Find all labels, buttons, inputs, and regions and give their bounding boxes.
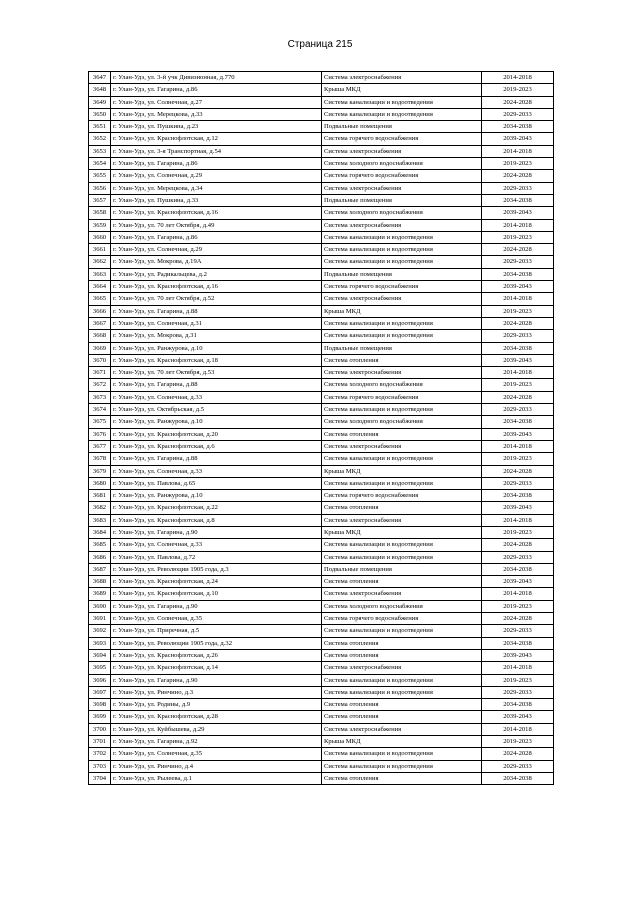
period-cell: 2034-2038 xyxy=(482,563,554,575)
work-type-cell: Система горячего водоснабжения xyxy=(322,170,482,182)
work-type-cell: Система канализации и водоотведения xyxy=(322,96,482,108)
table-row xyxy=(89,219,554,231)
work-type-cell: Система отопления xyxy=(322,576,482,588)
table-row xyxy=(89,342,554,354)
work-type-cell: Система горячего водоснабжения xyxy=(322,490,482,502)
work-type-cell: Система канализации и водоотведения xyxy=(322,231,482,243)
table-row xyxy=(89,502,554,514)
table-row xyxy=(89,379,554,391)
row-number: 3672 xyxy=(89,379,111,391)
row-number: 3670 xyxy=(89,354,111,366)
work-type-cell: Подвальные помещения xyxy=(322,121,482,133)
address-cell: г. Улан-Удэ, ул. Мерецкова, д.33 xyxy=(111,108,322,120)
row-number: 3663 xyxy=(89,268,111,280)
table-row xyxy=(89,207,554,219)
table-row xyxy=(89,637,554,649)
period-cell: 2014-2018 xyxy=(482,440,554,452)
row-number: 3702 xyxy=(89,748,111,760)
row-number: 3704 xyxy=(89,772,111,784)
period-cell: 2029-2033 xyxy=(482,330,554,342)
work-type-cell: Система отопления xyxy=(322,354,482,366)
row-number: 3656 xyxy=(89,182,111,194)
period-cell: 2019-2023 xyxy=(482,600,554,612)
table-row xyxy=(89,330,554,342)
row-number: 3659 xyxy=(89,219,111,231)
row-number: 3693 xyxy=(89,637,111,649)
table-row xyxy=(89,72,554,84)
period-cell: 2029-2033 xyxy=(482,108,554,120)
table-row xyxy=(89,404,554,416)
row-number: 3680 xyxy=(89,477,111,489)
period-cell: 2029-2033 xyxy=(482,182,554,194)
row-number: 3668 xyxy=(89,330,111,342)
table-row xyxy=(89,748,554,760)
work-type-cell: Система холодного водоснабжения xyxy=(322,207,482,219)
period-cell: 2014-2018 xyxy=(482,367,554,379)
table-row xyxy=(89,96,554,108)
row-number: 3648 xyxy=(89,84,111,96)
address-cell: г. Улан-Удэ, ул. Краснофлотская, д.18 xyxy=(111,354,322,366)
row-number: 3699 xyxy=(89,711,111,723)
table-row xyxy=(89,367,554,379)
work-type-cell: Система канализации и водоотведения xyxy=(322,674,482,686)
work-type-cell: Система горячего водоснабжения xyxy=(322,391,482,403)
period-cell: 2024-2028 xyxy=(482,539,554,551)
row-number: 3677 xyxy=(89,440,111,452)
row-number: 3682 xyxy=(89,502,111,514)
row-number: 3692 xyxy=(89,625,111,637)
table-row xyxy=(89,686,554,698)
table-row xyxy=(89,563,554,575)
table-row xyxy=(89,194,554,206)
work-type-cell: Система электроснабжения xyxy=(322,182,482,194)
period-cell: 2014-2018 xyxy=(482,588,554,600)
period-cell: 2024-2028 xyxy=(482,244,554,256)
period-cell: 2019-2023 xyxy=(482,158,554,170)
table-row xyxy=(89,514,554,526)
row-number: 3666 xyxy=(89,305,111,317)
address-cell: г. Улан-Удэ, ул. Ринчино, д.4 xyxy=(111,760,322,772)
row-number: 3690 xyxy=(89,600,111,612)
address-cell: г. Улан-Удэ, ул. Пушкина, д.23 xyxy=(111,121,322,133)
period-cell: 2024-2028 xyxy=(482,465,554,477)
work-type-cell: Подвальные помещения xyxy=(322,268,482,280)
table-row xyxy=(89,600,554,612)
row-number: 3654 xyxy=(89,158,111,170)
address-cell: г. Улан-Удэ, ул. Гагарина, д.86 xyxy=(111,231,322,243)
period-cell: 2039-2043 xyxy=(482,133,554,145)
table-row xyxy=(89,317,554,329)
period-cell: 2029-2033 xyxy=(482,477,554,489)
period-cell: 2039-2043 xyxy=(482,428,554,440)
table-row xyxy=(89,170,554,182)
period-cell: 2019-2023 xyxy=(482,231,554,243)
address-cell: г. Улан-Удэ, ул. Революции 1905 года, д.3 xyxy=(111,563,322,575)
row-number: 3686 xyxy=(89,551,111,563)
address-cell: г. Улан-Удэ, ул. Мерецкова, д.34 xyxy=(111,182,322,194)
address-cell: г. Улан-Удэ, ул. Гагарина, д.86 xyxy=(111,158,322,170)
address-cell: г. Улан-Удэ, ул. Гагарина, д.90 xyxy=(111,600,322,612)
period-cell: 2024-2028 xyxy=(482,170,554,182)
row-number: 3667 xyxy=(89,317,111,329)
table-row xyxy=(89,268,554,280)
table-row xyxy=(89,551,554,563)
row-number: 3676 xyxy=(89,428,111,440)
address-cell: г. Улан-Удэ, ул. Гагарина, д.92 xyxy=(111,736,322,748)
row-number: 3684 xyxy=(89,526,111,538)
table-row xyxy=(89,576,554,588)
table-row xyxy=(89,465,554,477)
address-cell: г. Улан-Удэ, ул. Солнечная, д.29 xyxy=(111,170,322,182)
table-row xyxy=(89,736,554,748)
period-cell: 2029-2033 xyxy=(482,256,554,268)
table-row xyxy=(89,477,554,489)
period-cell: 2039-2043 xyxy=(482,354,554,366)
address-cell: г. Улан-Удэ, ул. Ринчино, д.3 xyxy=(111,686,322,698)
address-cell: г. Улан-Удэ, ул. Гагарина, д.88 xyxy=(111,379,322,391)
address-cell: г. Улан-Удэ, ул. Краснофлотская, д.10 xyxy=(111,588,322,600)
row-number: 3703 xyxy=(89,760,111,772)
row-number: 3661 xyxy=(89,244,111,256)
address-cell: г. Улан-Удэ, ул. Солнечная, д.27 xyxy=(111,96,322,108)
table-row xyxy=(89,699,554,711)
address-cell: г. Улан-Удэ, ул. Приречная, д.5 xyxy=(111,625,322,637)
work-type-cell: Система электроснабжения xyxy=(322,662,482,674)
address-cell: г. Улан-Удэ, ул. Солнечная, д.29 xyxy=(111,244,322,256)
address-cell: г. Улан-Удэ, ул. Солнечная, д.35 xyxy=(111,613,322,625)
row-number: 3669 xyxy=(89,342,111,354)
table-row xyxy=(89,723,554,735)
row-number: 3698 xyxy=(89,699,111,711)
table-row xyxy=(89,244,554,256)
address-cell: г. Улан-Удэ, ул. Пушкина, д.33 xyxy=(111,194,322,206)
work-type-cell: Подвальные помещения xyxy=(322,342,482,354)
period-cell: 2019-2023 xyxy=(482,379,554,391)
row-number: 3674 xyxy=(89,404,111,416)
address-cell: г. Улан-Удэ, ул. Павлова, д.65 xyxy=(111,477,322,489)
period-cell: 2039-2043 xyxy=(482,711,554,723)
address-cell: г. Улан-Удэ, ул. Гагарина, д.90 xyxy=(111,526,322,538)
row-number: 3673 xyxy=(89,391,111,403)
table-row xyxy=(89,674,554,686)
row-number: 3664 xyxy=(89,281,111,293)
address-cell: г. Улан-Удэ, ул. Солнечная, д.31 xyxy=(111,317,322,329)
row-number: 3685 xyxy=(89,539,111,551)
work-type-cell: Система канализации и водоотведения xyxy=(322,551,482,563)
table-row xyxy=(89,711,554,723)
table-row xyxy=(89,133,554,145)
table-row xyxy=(89,145,554,157)
work-type-cell: Система отопления xyxy=(322,649,482,661)
work-type-cell: Система отопления xyxy=(322,428,482,440)
work-type-cell: Система канализации и водоотведения xyxy=(322,317,482,329)
period-cell: 2039-2043 xyxy=(482,649,554,661)
row-number: 3651 xyxy=(89,121,111,133)
work-type-cell: Система канализации и водоотведения xyxy=(322,748,482,760)
work-type-cell: Крыша МКД xyxy=(322,526,482,538)
work-type-cell: Система электроснабжения xyxy=(322,514,482,526)
work-type-cell: Система канализации и водоотведения xyxy=(322,244,482,256)
address-cell: г. Улан-Удэ, ул. Ранжурова, д.10 xyxy=(111,342,322,354)
row-number: 3701 xyxy=(89,736,111,748)
period-cell: 2034-2038 xyxy=(482,699,554,711)
table-row xyxy=(89,182,554,194)
address-cell: г. Улан-Удэ, ул. Ранжурова, д.10 xyxy=(111,490,322,502)
address-cell: г. Улан-Удэ, ул. Краснофлотская, д.16 xyxy=(111,207,322,219)
period-cell: 2029-2033 xyxy=(482,760,554,772)
row-number: 3647 xyxy=(89,72,111,84)
work-type-cell: Система канализации и водоотведения xyxy=(322,256,482,268)
work-type-cell: Система холодного водоснабжения xyxy=(322,379,482,391)
period-cell: 2019-2023 xyxy=(482,84,554,96)
row-number: 3653 xyxy=(89,145,111,157)
work-type-cell: Система отопления xyxy=(322,637,482,649)
address-cell: г. Улан-Удэ, ул. Краснофлотская, д.16 xyxy=(111,281,322,293)
row-number: 3660 xyxy=(89,231,111,243)
table-row xyxy=(89,231,554,243)
work-type-cell: Система электроснабжения xyxy=(322,219,482,231)
period-cell: 2029-2033 xyxy=(482,625,554,637)
address-cell: г. Улан-Удэ, ул. Краснофлотская, д.26 xyxy=(111,649,322,661)
work-type-cell: Система электроснабжения xyxy=(322,440,482,452)
table-row xyxy=(89,526,554,538)
period-cell: 2019-2023 xyxy=(482,736,554,748)
work-type-cell: Система электроснабжения xyxy=(322,588,482,600)
address-cell: г. Улан-Удэ, ул. Мокрова, д.19А xyxy=(111,256,322,268)
address-cell: г. Улан-Удэ, ул. Рылеева, д.1 xyxy=(111,772,322,784)
address-cell: г. Улан-Удэ, ул. Краснофлотская, д.28 xyxy=(111,711,322,723)
work-type-cell: Система холодного водоснабжения xyxy=(322,600,482,612)
work-type-cell: Система отопления xyxy=(322,699,482,711)
row-number: 3678 xyxy=(89,453,111,465)
work-type-cell: Система холодного водоснабжения xyxy=(322,158,482,170)
address-cell: г. Улан-Удэ, ул. 3-я Транспортная, д.54 xyxy=(111,145,322,157)
address-cell: г. Улан-Удэ, ул. 3-й учк Дивизионная, д.770 xyxy=(111,72,322,84)
address-cell: г. Улан-Удэ, ул. Гагарина, д.90 xyxy=(111,674,322,686)
address-cell: г. Улан-Удэ, ул. Мокрова, д.31 xyxy=(111,330,322,342)
period-cell: 2039-2043 xyxy=(482,207,554,219)
work-type-cell: Система электроснабжения xyxy=(322,723,482,735)
period-cell: 2024-2028 xyxy=(482,391,554,403)
period-cell: 2034-2038 xyxy=(482,342,554,354)
address-cell: г. Улан-Удэ, ул. Солнечная, д.33 xyxy=(111,391,322,403)
period-cell: 2034-2038 xyxy=(482,490,554,502)
table-row xyxy=(89,293,554,305)
row-number: 3697 xyxy=(89,686,111,698)
table-row xyxy=(89,760,554,772)
work-type-cell: Система электроснабжения xyxy=(322,293,482,305)
period-cell: 2014-2018 xyxy=(482,145,554,157)
row-number: 3700 xyxy=(89,723,111,735)
table-row xyxy=(89,391,554,403)
work-type-cell: Система отопления xyxy=(322,502,482,514)
work-type-cell: Крыша МКД xyxy=(322,84,482,96)
table-row xyxy=(89,158,554,170)
table-row xyxy=(89,428,554,440)
work-type-cell: Крыша МКД xyxy=(322,736,482,748)
address-cell: г. Улан-Удэ, ул. Краснофлотская, д.6 xyxy=(111,440,322,452)
period-cell: 2014-2018 xyxy=(482,72,554,84)
work-type-cell: Система канализации и водоотведения xyxy=(322,760,482,772)
row-number: 3649 xyxy=(89,96,111,108)
address-cell: г. Улан-Удэ, ул. Родины, д.9 xyxy=(111,699,322,711)
row-number: 3658 xyxy=(89,207,111,219)
row-number: 3679 xyxy=(89,465,111,477)
repair-schedule-table xyxy=(88,71,554,785)
address-cell: г. Улан-Удэ, ул. Солнечная, д.33 xyxy=(111,465,322,477)
work-type-cell: Система отопления xyxy=(322,711,482,723)
table-row xyxy=(89,354,554,366)
work-type-cell: Система горячего водоснабжения xyxy=(322,281,482,293)
period-cell: 2034-2038 xyxy=(482,637,554,649)
work-type-cell: Система отопления xyxy=(322,772,482,784)
table-body xyxy=(89,72,554,785)
work-type-cell: Система канализации и водоотведения xyxy=(322,330,482,342)
row-number: 3689 xyxy=(89,588,111,600)
address-cell: г. Улан-Удэ, ул. Краснофлотская, д.24 xyxy=(111,576,322,588)
table-row xyxy=(89,662,554,674)
period-cell: 2019-2023 xyxy=(482,526,554,538)
row-number: 3694 xyxy=(89,649,111,661)
work-type-cell: Система электроснабжения xyxy=(322,72,482,84)
row-number: 3650 xyxy=(89,108,111,120)
period-cell: 2024-2028 xyxy=(482,748,554,760)
table-row xyxy=(89,772,554,784)
period-cell: 2034-2038 xyxy=(482,194,554,206)
row-number: 3675 xyxy=(89,416,111,428)
address-cell: г. Улан-Удэ, ул. Краснофлотская, д.12 xyxy=(111,133,322,145)
period-cell: 2029-2033 xyxy=(482,686,554,698)
address-cell: г. Улан-Удэ, ул. Краснофлотская, д.8 xyxy=(111,514,322,526)
period-cell: 2039-2043 xyxy=(482,576,554,588)
period-cell: 2034-2038 xyxy=(482,416,554,428)
work-type-cell: Система горячего водоснабжения xyxy=(322,133,482,145)
period-cell: 2034-2038 xyxy=(482,772,554,784)
address-cell: г. Улан-Удэ, ул. Солнечная, д.35 xyxy=(111,748,322,760)
period-cell: 2014-2018 xyxy=(482,723,554,735)
row-number: 3655 xyxy=(89,170,111,182)
address-cell: г. Улан-Удэ, ул. Павлова, д.72 xyxy=(111,551,322,563)
period-cell: 2024-2028 xyxy=(482,96,554,108)
period-cell: 2034-2038 xyxy=(482,121,554,133)
work-type-cell: Крыша МКД xyxy=(322,465,482,477)
table-row xyxy=(89,649,554,661)
work-type-cell: Система электроснабжения xyxy=(322,367,482,379)
row-number: 3657 xyxy=(89,194,111,206)
period-cell: 2019-2023 xyxy=(482,674,554,686)
table-row xyxy=(89,490,554,502)
address-cell: г. Улан-Удэ, ул. Гагарина, д.88 xyxy=(111,453,322,465)
address-cell: г. Улан-Удэ, ул. 70 лет Октября, д.53 xyxy=(111,367,322,379)
work-type-cell: Подвальные помещения xyxy=(322,563,482,575)
work-type-cell: Система холодного водоснабжения xyxy=(322,416,482,428)
row-number: 3696 xyxy=(89,674,111,686)
work-type-cell: Система канализации и водоотведения xyxy=(322,108,482,120)
period-cell: 2014-2018 xyxy=(482,662,554,674)
row-number: 3652 xyxy=(89,133,111,145)
row-number: 3688 xyxy=(89,576,111,588)
work-type-cell: Система канализации и водоотведения xyxy=(322,453,482,465)
period-cell: 2024-2028 xyxy=(482,317,554,329)
work-type-cell: Система горячего водоснабжения xyxy=(322,613,482,625)
row-number: 3671 xyxy=(89,367,111,379)
table-row xyxy=(89,625,554,637)
period-cell: 2029-2033 xyxy=(482,551,554,563)
work-type-cell: Подвальные помещения xyxy=(322,194,482,206)
row-number: 3687 xyxy=(89,563,111,575)
table-row xyxy=(89,305,554,317)
table-row xyxy=(89,588,554,600)
period-cell: 2014-2018 xyxy=(482,514,554,526)
address-cell: г. Улан-Удэ, ул. 70 лет Октября, д.49 xyxy=(111,219,322,231)
table-row xyxy=(89,613,554,625)
table-row xyxy=(89,440,554,452)
address-cell: г. Улан-Удэ, ул. Ранжурова, д.10 xyxy=(111,416,322,428)
period-cell: 2014-2018 xyxy=(482,293,554,305)
work-type-cell: Система канализации и водоотведения xyxy=(322,625,482,637)
work-type-cell: Система канализации и водоотведения xyxy=(322,404,482,416)
table-row xyxy=(89,281,554,293)
table-row xyxy=(89,416,554,428)
period-cell: 2019-2023 xyxy=(482,453,554,465)
address-cell: г. Улан-Удэ, ул. Революции 1905 года, д.32 xyxy=(111,637,322,649)
work-type-cell: Система электроснабжения xyxy=(322,145,482,157)
row-number: 3695 xyxy=(89,662,111,674)
address-cell: г. Улан-Удэ, ул. Солнечная, д.33 xyxy=(111,539,322,551)
address-cell: г. Улан-Удэ, ул. Куйбышева, д.29 xyxy=(111,723,322,735)
period-cell: 2019-2023 xyxy=(482,305,554,317)
address-cell: г. Улан-Удэ, ул. 70 лет Октября, д.52 xyxy=(111,293,322,305)
row-number: 3665 xyxy=(89,293,111,305)
work-type-cell: Система канализации и водоотведения xyxy=(322,539,482,551)
period-cell: 2039-2043 xyxy=(482,281,554,293)
page-header: Страница 215 xyxy=(287,39,353,50)
table-row xyxy=(89,108,554,120)
address-cell: г. Улан-Удэ, ул. Радикальцева, д.2 xyxy=(111,268,322,280)
address-cell: г. Улан-Удэ, ул. Октябрьская, д.5 xyxy=(111,404,322,416)
work-type-cell: Крыша МКД xyxy=(322,305,482,317)
row-number: 3662 xyxy=(89,256,111,268)
address-cell: г. Улан-Удэ, ул. Краснофлотская, д.22 xyxy=(111,502,322,514)
work-type-cell: Система канализации и водоотведения xyxy=(322,686,482,698)
table-row xyxy=(89,256,554,268)
table-row xyxy=(89,453,554,465)
address-cell: г. Улан-Удэ, ул. Краснофлотская, д.14 xyxy=(111,662,322,674)
table-row xyxy=(89,121,554,133)
period-cell: 2034-2038 xyxy=(482,268,554,280)
period-cell: 2014-2018 xyxy=(482,219,554,231)
row-number: 3691 xyxy=(89,613,111,625)
period-cell: 2029-2033 xyxy=(482,404,554,416)
table-row xyxy=(89,84,554,96)
period-cell: 2039-2043 xyxy=(482,502,554,514)
address-cell: г. Улан-Удэ, ул. Краснофлотская, д.20 xyxy=(111,428,322,440)
work-type-cell: Система канализации и водоотведения xyxy=(322,477,482,489)
address-cell: г. Улан-Удэ, ул. Гагарина, д.88 xyxy=(111,305,322,317)
row-number: 3683 xyxy=(89,514,111,526)
address-cell: г. Улан-Удэ, ул. Гагарина, д.86 xyxy=(111,84,322,96)
table-row xyxy=(89,539,554,551)
period-cell: 2024-2028 xyxy=(482,613,554,625)
row-number: 3681 xyxy=(89,490,111,502)
